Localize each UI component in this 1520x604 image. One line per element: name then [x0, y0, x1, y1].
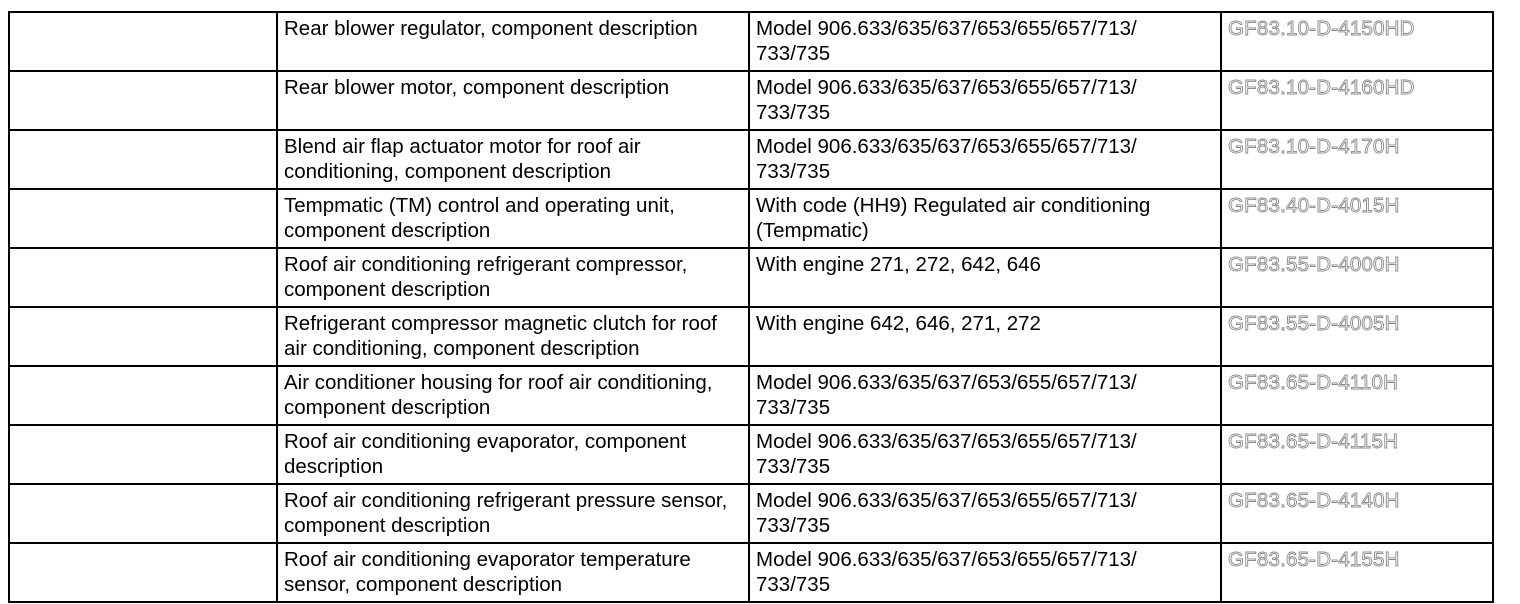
description-cell: Roof air conditioning refrigerant pressure sensor, component description	[277, 484, 749, 543]
description-cell: Roof air conditioning evaporator temperature sensor, component description	[277, 543, 749, 602]
document-code-link[interactable]: GF83.55-D-4000H	[1221, 248, 1493, 307]
applicability-cell: With engine 271, 272, 642, 646	[749, 248, 1221, 307]
description-cell: Blend air flap actuator motor for roof air conditioning, component description	[277, 130, 749, 189]
table-row	[9, 12, 1493, 71]
table-row	[9, 543, 1493, 602]
document-code-link[interactable]: GF83.65-D-4115H	[1221, 425, 1493, 484]
empty-cell	[9, 543, 277, 602]
description-cell: Tempmatic (TM) control and operating unit, component description	[277, 189, 749, 248]
document-code-link[interactable]: GF83.65-D-4140H	[1221, 484, 1493, 543]
table-row	[9, 366, 1493, 425]
applicability-cell: With code (HH9) Regulated air conditioning (Tempmatic)	[749, 189, 1221, 248]
document-code-link[interactable]: GF83.55-D-4005H	[1221, 307, 1493, 366]
document-code-link[interactable]: GF83.10-D-4170H	[1221, 130, 1493, 189]
table-row	[9, 130, 1493, 189]
table-row	[9, 484, 1493, 543]
applicability-cell: Model 906.633/635/637/653/655/657/713/ 733/735	[749, 543, 1221, 602]
table-row	[9, 71, 1493, 130]
component-table	[8, 11, 1494, 603]
description-cell: Roof air conditioning evaporator, component description	[277, 425, 749, 484]
empty-cell	[9, 12, 277, 71]
table-row	[9, 189, 1493, 248]
applicability-cell: Model 906.633/635/637/653/655/657/713/ 733/735	[749, 425, 1221, 484]
table-row	[9, 248, 1493, 307]
empty-cell	[9, 425, 277, 484]
applicability-cell: Model 906.633/635/637/653/655/657/713/ 733/735	[749, 366, 1221, 425]
document-code-link[interactable]: GF83.10-D-4150HD	[1221, 12, 1493, 71]
description-cell: Air conditioner housing for roof air conditioning, component description	[277, 366, 749, 425]
empty-cell	[9, 130, 277, 189]
description-cell: Roof air conditioning refrigerant compressor, component description	[277, 248, 749, 307]
applicability-cell: Model 906.633/635/637/653/655/657/713/ 733/735	[749, 484, 1221, 543]
empty-cell	[9, 189, 277, 248]
empty-cell	[9, 484, 277, 543]
empty-cell	[9, 71, 277, 130]
applicability-cell: Model 906.633/635/637/653/655/657/713/ 733/735	[749, 71, 1221, 130]
description-cell: Rear blower regulator, component description	[277, 12, 749, 71]
applicability-cell: Model 906.633/635/637/653/655/657/713/ 733/735	[749, 130, 1221, 189]
applicability-cell: Model 906.633/635/637/653/655/657/713/ 733/735	[749, 12, 1221, 71]
document-code-link[interactable]: GF83.65-D-4110H	[1221, 366, 1493, 425]
table-row	[9, 425, 1493, 484]
description-cell: Rear blower motor, component description	[277, 71, 749, 130]
applicability-cell: With engine 642, 646, 271, 272	[749, 307, 1221, 366]
document-code-link[interactable]: GF83.10-D-4160HD	[1221, 71, 1493, 130]
empty-cell	[9, 366, 277, 425]
empty-cell	[9, 248, 277, 307]
document-code-link[interactable]: GF83.65-D-4155H	[1221, 543, 1493, 602]
description-cell: Refrigerant compressor magnetic clutch for roof air conditioning, component description	[277, 307, 749, 366]
component-table-body	[9, 12, 1493, 602]
document-code-link[interactable]: GF83.40-D-4015H	[1221, 189, 1493, 248]
empty-cell	[9, 307, 277, 366]
table-row	[9, 307, 1493, 366]
